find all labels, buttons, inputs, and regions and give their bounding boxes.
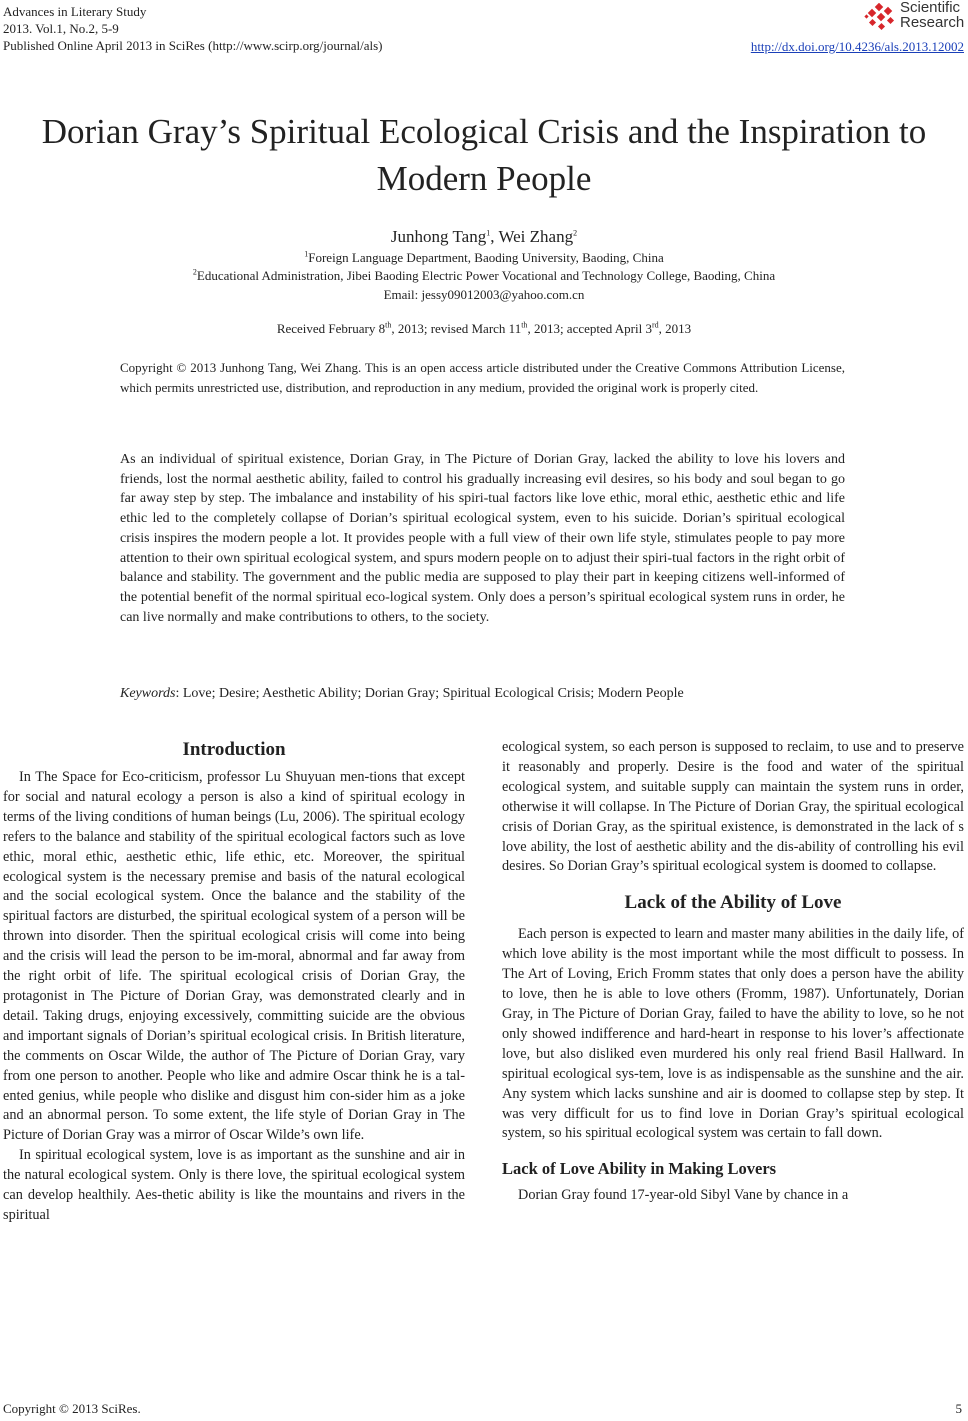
paragraph: Each person is expected to learn and master many abilities in the daily life, of which love ability is the most important while the most difficult to possess. In The Art of Loving, Erich Fromm states that only does a person have the ability to love, then he is able to love others (Fromm, 1987). Unfortunately, Dorian Gray, in The Picture of Dorian Gray, failed to have the ability to love, so he not only showed indifference and hard-heart in response to his lover’s affectionate love, but also disliked even murdered his only real friend Basil Hallward. In spiritual ecological sys-tem, love is as indispensable as the sunshine and the air. Any system which lacks sunshine and air is doomed to collapse step by step. It was very difficult for us to find love in Dorian Gray’s spiritual ecological system, so his spiritual ecological system was certain to fall down. bbox=[502, 926, 964, 1142]
received-dates: Received February 8th, 2013; revised March 11th, 2013; accepted April 3rd, 2013 bbox=[276, 320, 692, 336]
affiliation-2: $^2$Educational Administration, Jibei Baoding Electric Power Vocational and Technology College, Baoding, China bbox=[192, 267, 776, 283]
left-column bbox=[3, 738, 465, 1226]
affiliation-1: $^1$Foreign Language Department, Baoding University, Baoding, China bbox=[304, 249, 664, 265]
logo-mark-icon bbox=[864, 3, 898, 33]
doi-link[interactable]: http://dx.doi.org/10.4236/als.2013.12002 bbox=[750, 39, 964, 54]
author-email: Email: jessy09012003@yahoo.com.cn bbox=[383, 287, 585, 302]
section-heading-introduction: Introduction bbox=[182, 739, 286, 760]
keywords-label: Keywords bbox=[120, 686, 176, 701]
section-heading-love: Lack of the Ability of Love bbox=[624, 892, 842, 914]
paragraph: ecological system, so each person is supposed to reclaim, to use and to preserve it reasonably and properly. Desire is the food and water of the spiritual ecological system, and suitable supply can maintain the system runs in order, otherwise it will collapse. In The Picture of Dorian Gray, the spiritual ecological crisis of Dorian Gray, as the spiritual existence, is demonstrated in the lack of s love ability, the lost of aesthetic ability and the dis-ability of controlling his evil desires. So Dorian Gray’s spiritual ecological system is doomed to collapse. bbox=[502, 739, 964, 875]
page-number: 5 bbox=[955, 1401, 962, 1416]
subsection-heading-lovers: Lack of Love Ability in Making Lovers bbox=[502, 1159, 777, 1179]
right-column bbox=[502, 738, 964, 1206]
logo-text-research: Research bbox=[900, 14, 965, 31]
paper-title: Dorian Gray’s Spiritual Ecological Crisis and the Inspiration to Modern People bbox=[41, 112, 927, 198]
keywords-list: : Love; Desire; Aesthetic Ability; Dorian Gray; Spiritual Ecological Crisis; Modern People bbox=[175, 686, 684, 701]
logo-text-scientific: Scientific bbox=[900, 0, 961, 16]
footer-copyright: Copyright © 2013 SciRes. bbox=[3, 1401, 141, 1416]
abstract: As an individual of spiritual existence, Dorian Gray, in The Picture of Dorian Gray, lacked the ability to love his lovers and friends, lost the normal aesthetic ability, failed to control his gradually increasing evil desires, so his body and soul began to go far away step by step. The imbalance and instability of his spiri-tual factors like love ethic, moral ethic, aesthetic ethic and life ethic led to the completely collapse of Dorian’s spiritual ecological system, even to his suicide. Dorian’s spiritual ecological crisis inspires the modern people a lot. It provides people with a full view of their own life style, stimulates people to pay more attention to their own spiritual ecological system, and spurs modern people on to adjust their spiri-tual factors in the right orbit of balance and stability. The government and the public media are supposed to play their part in keeping citizens well-informed of the potential benefit of the normal spiritual eco-logical system. Only does a person’s spiritual ecological system runs in order, he can live normally and make contributions to others, to the society. bbox=[120, 452, 845, 625]
author-2: Wei Zhang bbox=[498, 227, 574, 246]
journal-published: Published Online April 2013 in SciRes (http://www.scirp.org/journal/als) bbox=[3, 38, 383, 53]
copyright-notice: Copyright © 2013 Junhong Tang, Wei Zhang. This is an open access article distributed under the Creative Commons Attribution License, which permits unrestricted use, distribution, and reproduction in any medium, provided the original work is properly cited. bbox=[120, 360, 845, 395]
paragraph: In spiritual ecological system, love is as important as the sunshine and air in the natural ecological system. Only is there love, the spiritual ecological system can develop healthily. Aes-thetic ability is like the mountains and rivers in the spiritual bbox=[3, 1147, 465, 1223]
author-1: Junhong Tang bbox=[390, 227, 487, 246]
keywords bbox=[120, 686, 845, 702]
authors: Junhong Tang$^1$, Wei Zhang$^2$ bbox=[390, 227, 578, 246]
journal-name: Advances in Literary Study bbox=[3, 4, 147, 19]
paragraph: In The Space for Eco-criticism, professor Lu Shuyuan men-tions that except for social and natural ecology a person is also a kind of spiritual ecology in terms of the living conditions of human beings (Lu, 2006). The spiritual ecology refers to the balance and stability of the spiritual ecological factors such as love ethic, moral ethic, aesthetic ethic, life ethic, etc. Moreover, the spiritual ecological system is the necessary premise and basis of the natural ecological and the social ecological system. Once the balance and the stability of the spiritual factors are disturbed, the spiritual ecological system of a person will be thrown into disorder. Then the spiritual ecological crisis will come into being and the crisis will lead the person to be im-moral, abnormal and far away from the right orbit of life. The spiritual ecological crisis of Dorian Gray, the protagonist in The Picture of Dorian Gray, was demonstrated clearly and in detail. Taking drugs, enjoying excessively, committing suicide are the obvious and important signals of Dorian’s spiritual ecological crisis. In British literature, the comments on Oscar Wilde, the author of The Picture of Dorian Gray, vary from one person to another. People who like and admire Oscar think he is a tal-ented genius, while people who dislike and disgust him con-sider him as a joke and an abnormal person. To some extent, the life style of Dorian Gray in The Picture of Dorian Gray was a mirror of Oscar Wilde’s own life. bbox=[3, 769, 465, 1144]
journal-header bbox=[3, 3, 383, 54]
scientific-research-logo bbox=[864, 0, 964, 36]
paragraph: Dorian Gray found 17-year-old Sibyl Vane by chance in a bbox=[518, 1187, 849, 1204]
journal-volume: 2013. Vol.1, No.2, 5-9 bbox=[3, 21, 119, 36]
